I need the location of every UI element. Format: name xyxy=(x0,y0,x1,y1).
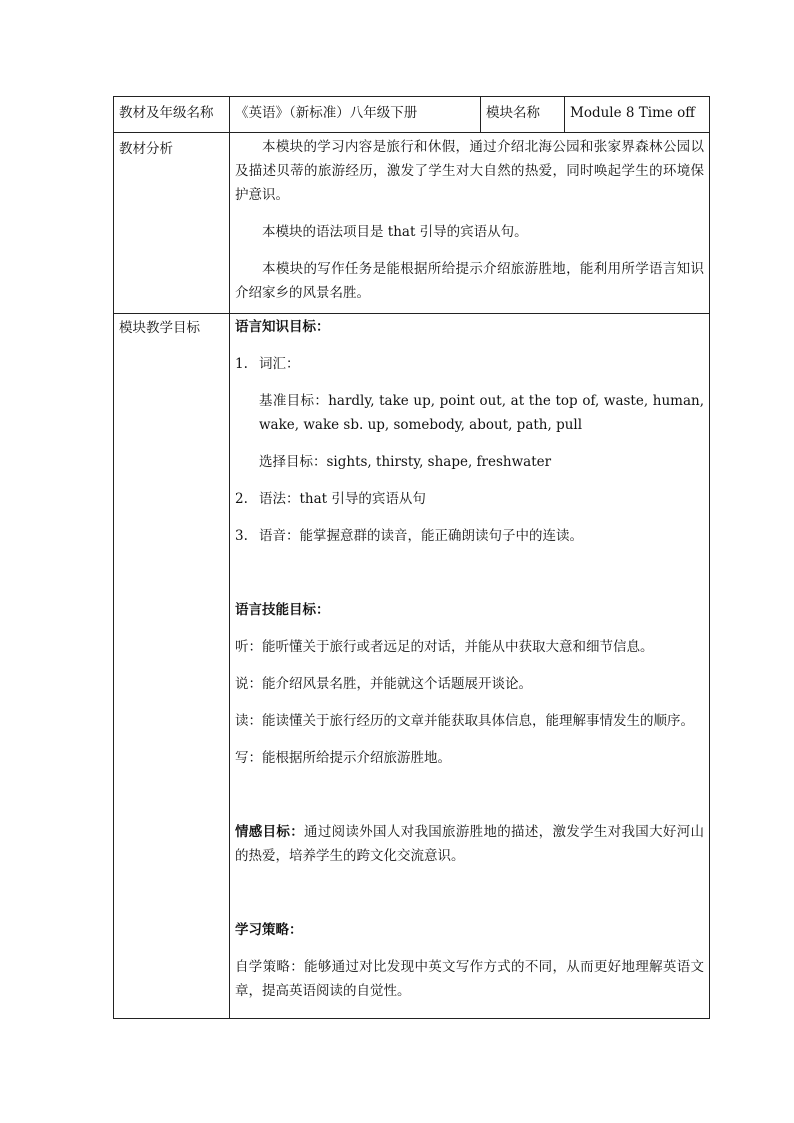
grammar-text: 语法：that 引导的宾语从句 xyxy=(259,491,426,507)
emotion-objective xyxy=(235,820,704,868)
knowledge-title: 语言知识目标： xyxy=(235,319,330,335)
item-number: 1. xyxy=(235,356,248,372)
analysis-paragraph-3: 本模块的写作任务是能根据所给提示介绍旅游胜地，能利用所学语言知识介绍家乡的风景名胜。 xyxy=(235,261,704,301)
analysis-row xyxy=(114,133,710,314)
emotion-text: 通过阅读外国人对我国旅游胜地的描述，激发学生对我国大好河山的热爱，培养学生的跨文化交流意识。 xyxy=(235,824,704,864)
emotion-title: 情感目标： xyxy=(235,824,305,840)
phonetics-item xyxy=(235,524,704,548)
skills-title: 语言技能目标： xyxy=(235,602,330,618)
lesson-plan-table xyxy=(113,96,710,1019)
objectives-row xyxy=(114,314,710,1019)
optional-target: 选择目标：sights, thirsty, shape, freshwater xyxy=(259,454,552,470)
grammar-item xyxy=(235,487,704,511)
speaking-skill: 说：能介绍风景名胜，并能就这个话题展开谈论。 xyxy=(235,676,532,692)
strategy-title: 学习策略： xyxy=(235,922,303,938)
vocabulary-label: 词汇： xyxy=(259,356,300,372)
objectives-content xyxy=(230,314,710,1019)
analysis-paragraph-2: 本模块的语法项目是 that 引导的宾语从句。 xyxy=(262,224,528,240)
analysis-paragraph-1: 本模块的学习内容是旅行和休假，通过介绍北海公园和张家界森林公园以及描述贝蒂的旅游经历，激发了学生对大自然的热爱，同时唤起学生的环境保护意识。 xyxy=(235,139,704,203)
textbook-value: 《英语》（新标准）八年级下册 xyxy=(230,97,481,133)
item-number: 2. xyxy=(235,491,248,507)
objectives-label: 模块教学目标 xyxy=(114,314,230,1019)
phonetics-text: 语音：能掌握意群的读音，能正确朗读句子中的连读。 xyxy=(259,528,583,544)
strategy-text: 自学策略：能够通过对比发现中英文写作方式的不同，从而更好地理解英语文章，提高英语阅读的自觉性。 xyxy=(235,959,704,999)
analysis-content xyxy=(230,133,710,314)
header-row xyxy=(114,97,710,133)
module-label: 模块名称 xyxy=(481,97,565,133)
vocabulary-item xyxy=(235,352,704,376)
listening-skill: 听：能听懂关于旅行或者远足的对话，并能从中获取大意和细节信息。 xyxy=(235,639,654,655)
writing-skill: 写：能根据所给提示介绍旅游胜地。 xyxy=(235,750,451,766)
item-number: 3. xyxy=(235,528,248,544)
basic-target: 基准目标：hardly, take up, point out, at the top of, waste, human, wake, wake sb. up, somebody, about, path, pull xyxy=(259,393,704,433)
textbook-label: 教材及年级名称 xyxy=(114,97,230,133)
module-value: Module 8 Time off xyxy=(565,97,710,133)
reading-skill: 读：能读懂关于旅行经历的文章并能获取具体信息，能理解事情发生的顺序。 xyxy=(235,713,694,729)
analysis-label: 教材分析 xyxy=(114,133,230,314)
